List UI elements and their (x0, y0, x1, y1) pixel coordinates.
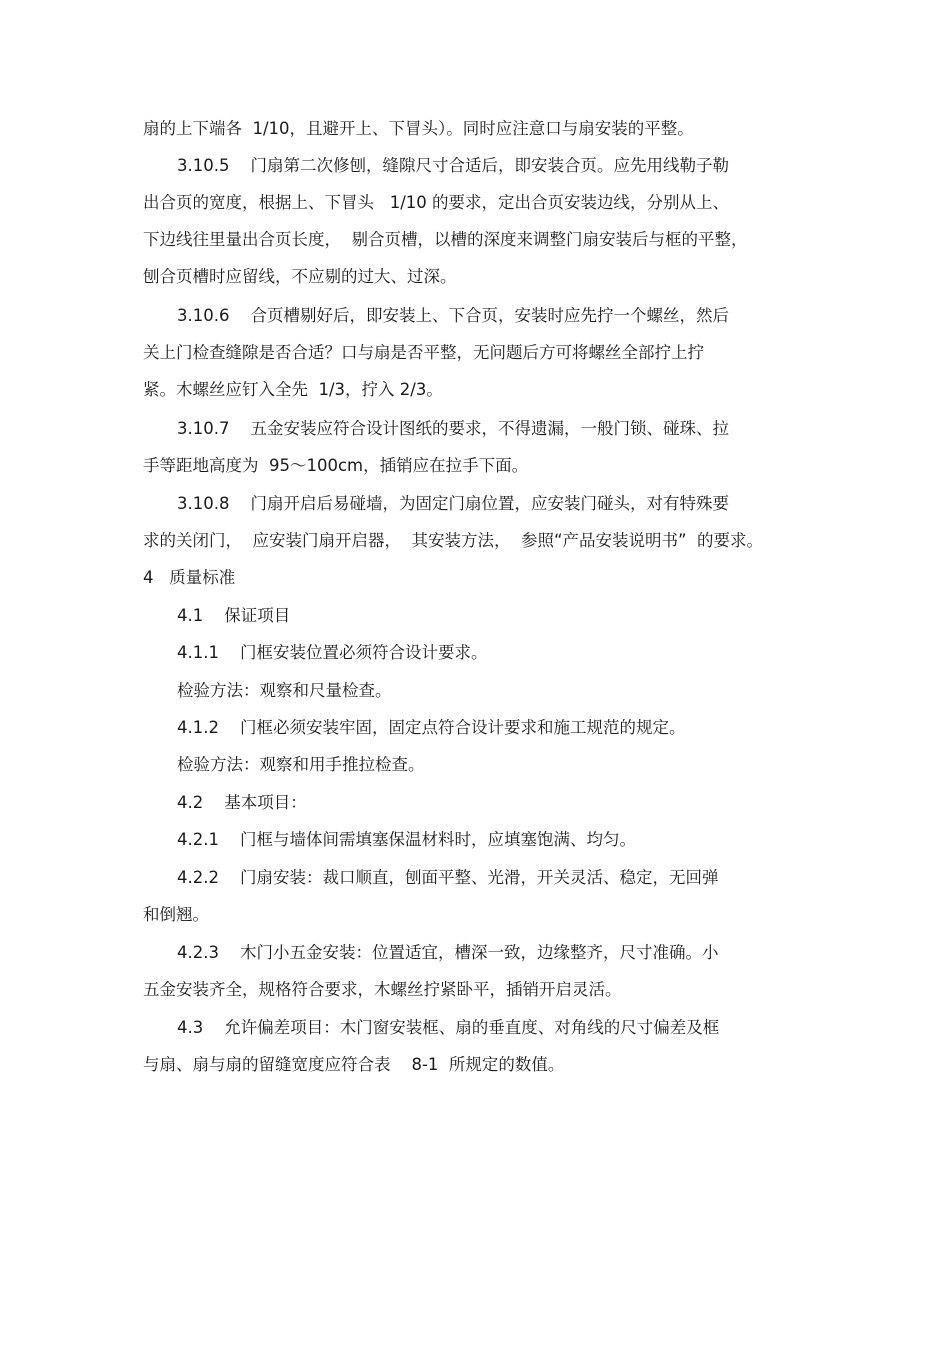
text-line: 五金安装齐全，规格符合要求，木螺丝拧紧卧平，插销开启灵活。 (143, 980, 622, 999)
clause-4-1-1: 4.1.1 门框安装位置必须符合设计要求。 (177, 643, 488, 662)
text-line: 紧。木螺丝应钉入全先 1/3，拧入 2/3。 (143, 380, 443, 399)
clause-4-1-2: 4.1.2 门框必须安装牢固，固定点符合设计要求和施工规范的规定。 (177, 718, 686, 737)
clause-3-10-6: 3.10.6 合页槽剔好后，即安装上、下合页，安装时应先拧一个螺丝，然后 (177, 306, 729, 325)
text-line: 扇的上下端各 1/10，且避开上、下冒头）。同时应注意口与扇安装的平整。 (143, 119, 694, 138)
clause-3-10-5: 3.10.5 门扇第二次修刨，缝隙尺寸合适后，即安装合页。应先用线勒子勒 (177, 156, 729, 175)
subsection-4-1: 4.1 保证项目 (177, 606, 291, 625)
clause-4-2-1: 4.2.1 门框与墙体间需填塞保温材料时，应填塞饱满、均匀。 (177, 830, 636, 849)
text-line: 和倒翘。 (143, 905, 209, 924)
clause-3-10-8: 3.10.8 门扇开启后易碰墙，为固定门扇位置，应安装门碰头，对有特殊要 (177, 494, 729, 513)
text-line: 下边线往里量出合页长度， 剔合页槽，以槽的深度来调整门扇安装后与框的平整， (143, 230, 748, 249)
text-line: 刨合页槽时应留线，不应剔的过大、过深。 (143, 267, 457, 286)
subsection-4-3: 4.3 允许偏差项目：木门窗安装框、扇的垂直度、对角线的尺寸偏差及框 (177, 1018, 720, 1037)
subsection-4-2: 4.2 基本项目： (177, 793, 307, 812)
text-line: 关上门检查缝隙是否合适？口与扇是否平整，无问题后方可将螺丝全部拧上拧 (143, 343, 704, 362)
text-line: 手等距地高度为 95～100cm，插销应在拉手下面。 (143, 456, 529, 475)
section-heading-4: 4 质量标准 (143, 568, 236, 587)
clause-4-2-2: 4.2.2 门扇安装：裁口顺直，刨面平整、光滑，开关灵活、稳定，无回弹 (177, 868, 719, 887)
clause-3-10-7: 3.10.7 五金安装应符合设计图纸的要求，不得遗漏，一般门锁、碰珠、拉 (177, 419, 729, 438)
inspection-method: 检验方法：观察和用手推拉检查。 (177, 755, 425, 774)
text-line: 求的关闭门， 应安装门扇开启器， 其安装方法， 参照“产品安装说明书” 的要求。 (143, 531, 764, 550)
clause-4-2-3: 4.2.3 木门小五金安装：位置适宜，槽深一致，边缘整齐，尺寸准确。小 (177, 943, 719, 962)
text-line: 出合页的宽度，根据上、下冒头 1/10 的要求，定出合页安装边线，分别从上、 (143, 193, 730, 212)
inspection-method: 检验方法：观察和尺量检查。 (177, 681, 392, 700)
text-line: 与扇、扇与扇的留缝宽度应符合表 8-1 所规定的数值。 (143, 1055, 565, 1074)
